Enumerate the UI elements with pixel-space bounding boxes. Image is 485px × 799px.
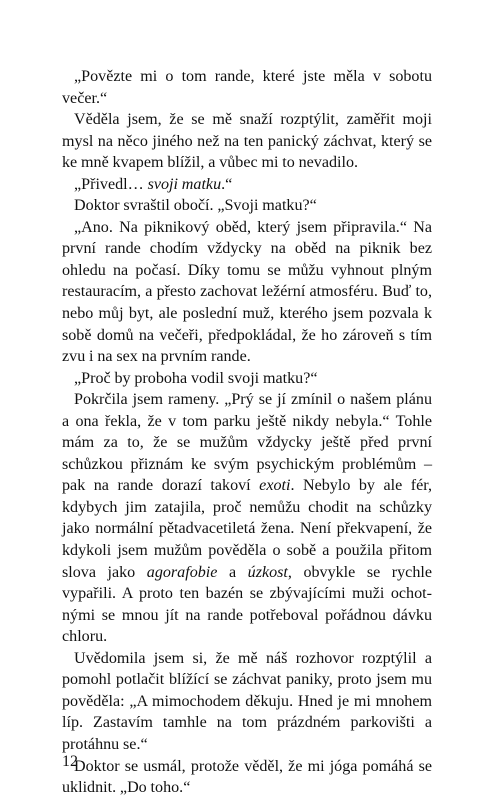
page-number: 12 bbox=[62, 753, 78, 770]
paragraph bbox=[62, 174, 432, 196]
paragraph bbox=[62, 648, 432, 756]
text-run: Věděla jsem, že se mě snaží rozptýlit, zaměřit moji mysl na něco jiného než na ten panický záchvat, který se ke mně kvapem blížil, a vůbec mi to nevadilo. bbox=[62, 111, 432, 172]
text-run: Doktor se usmál, protože věděl, že mi jóga pomáhá se uklidnit. „Do toho.“ bbox=[62, 757, 432, 797]
paragraph bbox=[62, 195, 432, 217]
text-run: Doktor svraštil obočí. „Svoji matku?“ bbox=[74, 197, 317, 215]
text-run: Uvědomila jsem si, že mě náš rozhovor rozptýlil a pomohl potlačit blížící se záchvat paniky, proto jsem mu pověděla: „A mimochodem děkuju. Hned je mi mnohem líp. Zastavím tamhle na tom prázdném parkovišti a protáhnu se.“ bbox=[62, 649, 432, 753]
text-run: . Nebylo by ale fér, kdybych jim zatajila, proč nemůžu chodit na schůzky jako normální pětadvacetiletá žena. Není překvapení, že kdykoli jsem mužům pověděla o sobě a použila přitom slova jako bbox=[62, 477, 432, 581]
italic-text: svoji matku bbox=[147, 175, 222, 193]
body-text bbox=[62, 66, 432, 799]
paragraph bbox=[62, 389, 432, 648]
paragraph bbox=[62, 368, 432, 390]
paragraph bbox=[62, 217, 432, 368]
text-run: a bbox=[217, 563, 248, 581]
text-run: .“ bbox=[221, 175, 233, 193]
paragraph bbox=[62, 109, 432, 174]
italic-text: úzkost bbox=[247, 563, 288, 581]
text-run: , obvykle se rychle vypařili. A proto ten bazén se zbývajícími muži ochotnými se mnou jít na rande potřeboval pořádnou dávku chloru. bbox=[62, 563, 432, 646]
italic-text: exoti bbox=[259, 477, 291, 495]
text-run: „Přivedl… bbox=[74, 175, 148, 193]
text-run: „Proč by proboha vodil svoji matku?“ bbox=[74, 369, 318, 387]
paragraph bbox=[62, 66, 432, 109]
italic-text: agorafobie bbox=[146, 563, 218, 581]
paragraph bbox=[62, 756, 432, 799]
text-run: „Ano. Na piknikový oběd, který jsem připravila.“ Na první rande chodím vždycky na oběd na piknik bez ohledu na počasí. Díky tomu se můžu vyhnout plným restauracím, a přesto zachovat ležérní atmosféru. Buď to, nebo můj byt, ale poslední muž, kterého jsem pozvala k sobě domů na večeři, předpokládal, že ho zároveň s tím zvu i na sex na prvním rande. bbox=[62, 218, 432, 366]
text-run: Pokrčila jsem rameny. „Prý se jí zmínil o našem plánu a ona řekla, že v tom parku ještě nikdy nebyla.“ Tohle mám za to, že se mužům vždycky ještě před první schůzkou přiznám ke svým psychickým problémům – pak na rande dorazí takoví bbox=[62, 391, 432, 495]
text-run: „Povězte mi o tom rande, které jste měla v sobotu večer.“ bbox=[62, 68, 432, 107]
